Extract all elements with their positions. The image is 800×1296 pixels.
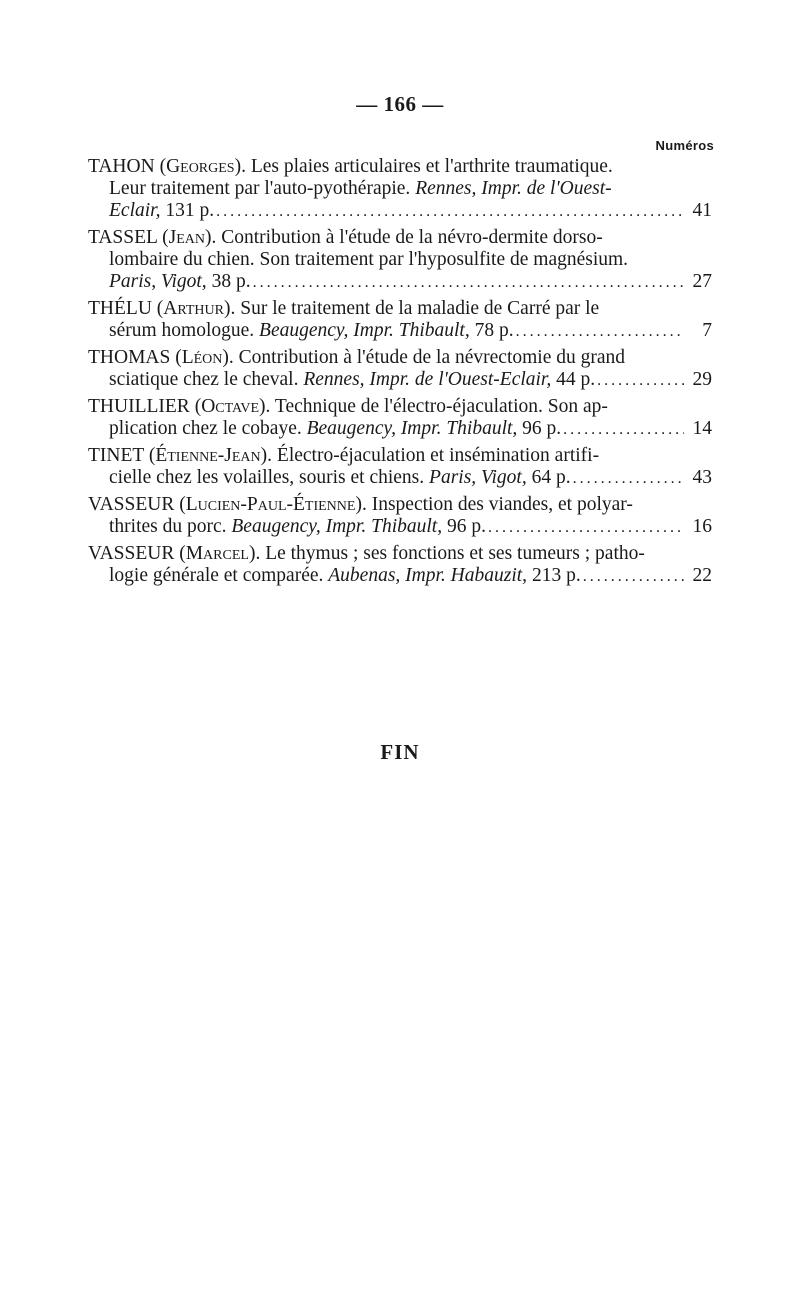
entry-pages: 44 p.	[551, 369, 596, 390]
bibliography-entry: THUILLIER (Octave). Technique de l'électro-éjaculation. Son ap- plication chez le cobaye. Beaugency, Impr. Thibault, 96 p. ..... 14	[88, 396, 712, 441]
author-last-name: VASSEUR	[88, 494, 175, 515]
entry-number: 27	[692, 271, 712, 292]
dot-leader	[516, 321, 684, 343]
bibliography-list	[88, 156, 712, 592]
author-first-name: Étienne-Jean	[155, 445, 261, 466]
entry-publisher: Paris, Vigot,	[109, 271, 207, 292]
entry-number: 29	[692, 369, 712, 390]
entry-title: thrites du porc.	[109, 516, 232, 537]
entry-publisher: Beaugency, Impr. Thibault,	[259, 320, 470, 341]
bibliography-entry: TAHON (Georges). Les plaies articulaires et l'arthrite traumatique. Leur traitement par l'auto-pyothérapie. Rennes, Impr. de l'Ouest- Eclair, 131 p. ..... 41	[88, 156, 712, 223]
entry-publisher: Paris, Vigot,	[429, 467, 527, 488]
entry-pages: 96 p.	[517, 418, 562, 439]
author-last-name: TINET	[88, 445, 144, 466]
author-first-name: Léon	[181, 347, 223, 368]
entry-publisher: Aubenas, Impr. Habauzit,	[328, 565, 528, 586]
dot-leader	[216, 201, 684, 223]
entry-title: Électro-éjaculation et insémination artifi-	[276, 445, 600, 466]
author-last-name: TASSEL	[88, 227, 158, 248]
entry-publisher: Rennes, Impr. de l'Ouest-	[415, 178, 612, 199]
entry-title: Sur le traitement de la maladie de Carré par le	[240, 298, 600, 319]
entry-title: logie générale et comparée.	[109, 565, 329, 586]
author-first-name: Georges	[166, 156, 235, 177]
entry-publisher: Eclair,	[109, 200, 161, 221]
bibliography-entry: TASSEL (Jean). Contribution à l'étude de la névro-dermite dorso- lombaire du chien. Son traitement par l'hyposulfite de magnésium. Paris, Vigot, 38 p. ..... 27	[88, 227, 712, 294]
column-label: Numéros	[655, 138, 714, 153]
entry-number: 14	[692, 418, 712, 439]
entry-number: 7	[702, 320, 712, 341]
entry-pages: 96 p.	[442, 516, 486, 537]
entry-title: plication chez le cobaye.	[109, 418, 307, 439]
author-first-name: Arthur	[163, 298, 224, 319]
entry-title: Technique de l'électro-éjaculation. Son ap-	[274, 396, 608, 417]
bibliography-entry: VASSEUR (Lucien-Paul-Étienne). Inspection des viandes, et polyar- thrites du porc. Beaugency, Impr. Thibault, 96 p. ..... 16	[88, 494, 712, 539]
dot-leader	[597, 370, 684, 392]
author-first-name: Octave	[201, 396, 260, 417]
end-mark: FIN	[380, 740, 420, 764]
entry-title: Contribution à l'étude de la névrectomie du grand	[238, 347, 626, 368]
entry-pages: 38 p.	[206, 271, 251, 292]
dot-leader	[563, 419, 684, 441]
dot-leader	[573, 468, 684, 490]
entry-title: sérum homologue.	[109, 320, 260, 341]
author-first-name: Marcel	[185, 543, 249, 564]
entry-title: cielle chez les volailles, souris et chiens.	[109, 467, 430, 488]
author-last-name: THUILLIER	[88, 396, 190, 417]
entry-title: Contribution à l'étude de la névro-dermite dorso-	[221, 227, 603, 248]
entry-title: sciatique chez le cheval.	[109, 369, 304, 390]
entry-publisher: Rennes, Impr. de l'Ouest-Eclair,	[303, 369, 552, 390]
author-last-name: THÉLU	[88, 298, 152, 319]
author-last-name: VASSEUR	[88, 543, 175, 564]
entry-title: Les plaies articulaires et l'arthrite traumatique.	[250, 156, 613, 177]
bibliography-entry: THOMAS (Léon). Contribution à l'étude de la névrectomie du grand sciatique chez le cheval. Rennes, Impr. de l'Ouest-Eclair, 44 p. ..... 29	[88, 347, 712, 392]
entry-number: 43	[692, 467, 712, 488]
author-last-name: THOMAS	[88, 347, 171, 368]
entry-pages: 64 p.	[526, 467, 571, 488]
page-number: — 166 —	[356, 92, 444, 116]
entry-publisher: Beaugency, Impr. Thibault,	[306, 418, 518, 439]
dot-leader	[488, 517, 684, 539]
dot-leader	[583, 566, 684, 588]
entry-pages: 131 p.	[160, 200, 215, 221]
entry-pages: 78 p.	[469, 320, 514, 341]
entry-title: lombaire du chien. Son traitement par l'hyposulfite de magnésium.	[109, 249, 629, 270]
author-last-name: TAHON	[88, 156, 155, 177]
author-first-name: Jean	[168, 227, 205, 248]
entry-publisher: Beaugency, Impr. Thibault,	[231, 516, 443, 537]
entry-number: 22	[692, 565, 712, 586]
bibliography-entry: VASSEUR (Marcel). Le thymus ; ses fonctions et ses tumeurs ; patho- logie générale et comparée. Aubenas, Impr. Habauzit, 213 p. ..... 22	[88, 543, 712, 588]
entry-number: 16	[692, 516, 712, 537]
dot-leader	[253, 272, 684, 294]
entry-title: Le thymus ; ses fonctions et ses tumeurs ; patho-	[265, 543, 645, 564]
entry-pages: 213 p.	[527, 565, 581, 586]
entry-title: Inspection des viandes, et polyar-	[371, 494, 633, 515]
bibliography-entry: THÉLU (Arthur). Sur le traitement de la maladie de Carré par le sérum homologue. Beaugency, Impr. Thibault, 78 p. ..... 7	[88, 298, 712, 343]
entry-number: 41	[692, 200, 712, 221]
bibliography-entry: TINET (Étienne-Jean). Électro-éjaculation et insémination artifi- cielle chez les volailles, souris et chiens. Paris, Vigot, 64 p. ..... 43	[88, 445, 712, 490]
entry-title: Leur traitement par l'auto-pyothérapie.	[109, 178, 411, 199]
author-first-name: Lucien-Paul-Étienne	[185, 494, 356, 515]
